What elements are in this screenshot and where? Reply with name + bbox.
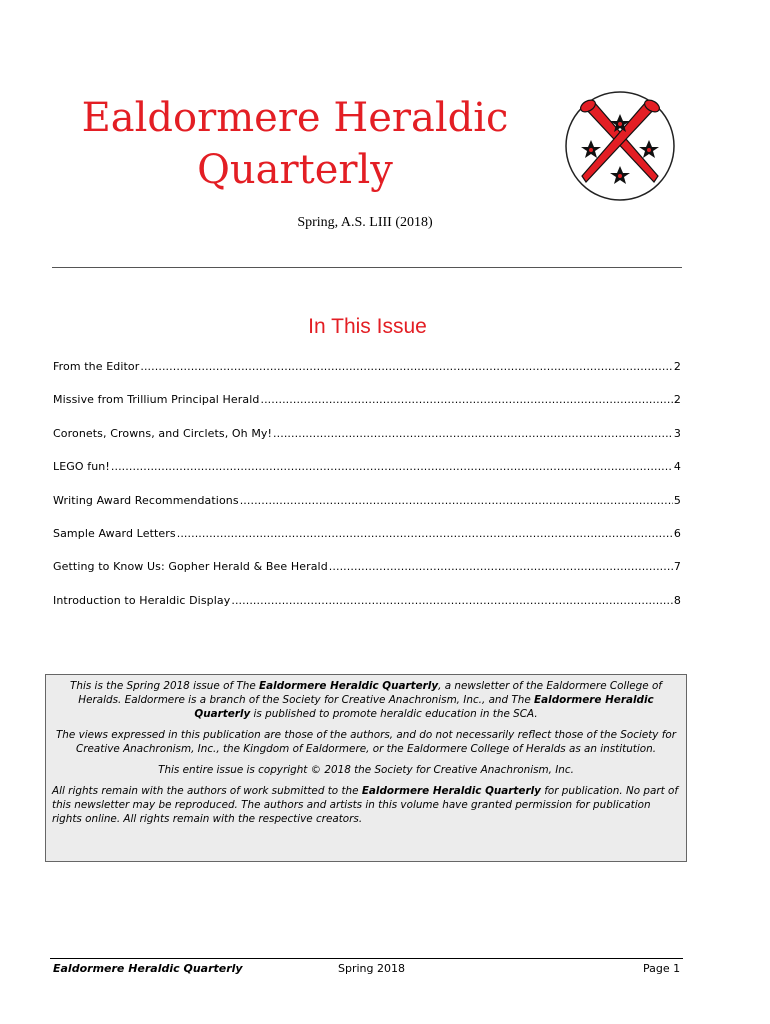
notice-rights (52, 784, 680, 826)
header-divider (52, 267, 682, 268)
notice-publication-name: Ealdormere Heraldic Quarterly (259, 680, 439, 692)
toc-entry-title: Writing Award Recommendations (53, 493, 239, 507)
notice-text: All rights remain with the authors of work submitted to the (52, 785, 362, 797)
toc-entry-title: Coronets, Crowns, and Circlets, Oh My! (53, 426, 273, 440)
publication-notice-box (45, 674, 687, 862)
toc-entry[interactable] (53, 594, 681, 627)
notice-publication-name: Ealdormere Heraldic Quarterly (194, 694, 654, 720)
notice-text: This is the Spring 2018 issue of The (70, 680, 260, 692)
toc-entry-page: 3 (673, 426, 681, 440)
footer-issue: Spring 2018 (338, 962, 405, 975)
toc-leader-dots (329, 560, 673, 573)
notice-text: for publication. No part of this newsletter may be reproduced. The authors and artists in this volume have granted permission for publication rights online. All rights remain with the respective creators. (52, 785, 678, 825)
toc-entry[interactable] (53, 360, 681, 393)
toc-entry-title: LEGO fun! (53, 460, 110, 474)
toc-leader-dots (140, 360, 673, 373)
toc-entry[interactable] (53, 393, 681, 426)
toc-entry-page: 7 (673, 560, 681, 574)
toc-entry-page: 2 (673, 393, 681, 407)
toc-entry-page: 8 (673, 593, 681, 607)
toc-entry-title: Getting to Know Us: Gopher Herald & Bee Herald (53, 560, 328, 574)
title-line-1: Ealdormere Heraldic (81, 95, 509, 141)
toc-leader-dots (111, 460, 673, 473)
toc-entry[interactable] (53, 427, 681, 460)
toc-entry[interactable] (53, 460, 681, 493)
footer-publication-name: Ealdormere Heraldic Quarterly (53, 962, 243, 975)
toc-leader-dots (177, 527, 673, 540)
notice-disclaimer: The views expressed in this publication are those of the authors, and do not necessarily reflect those of the Society for Creative Anachronism, Inc., the Kingdom of Ealdormere, or the Ealdormere College of Heralds as an institution. (55, 729, 677, 755)
publication-title (60, 92, 530, 196)
toc-leader-dots (240, 494, 673, 507)
title-line-2: Quarterly (197, 147, 393, 193)
toc-entry[interactable] (53, 560, 681, 593)
footer-page-number: Page 1 (643, 962, 681, 975)
notice-text: is published to promote heraldic education in the SCA. (250, 708, 538, 720)
toc-entry-page: 4 (673, 460, 681, 474)
toc-entry-page: 5 (673, 493, 681, 507)
issue-date: Spring, A.S. LIII (2018) (297, 215, 433, 230)
toc-leader-dots (273, 427, 673, 440)
toc-leader-dots (231, 594, 673, 607)
toc-heading: In This Issue (308, 315, 427, 338)
toc-entry-page: 2 (673, 360, 681, 373)
toc-leader-dots (260, 393, 672, 406)
toc-entry[interactable] (53, 494, 681, 527)
notice-copyright: This entire issue is copyright © 2018 the Society for Creative Anachronism, Inc. (158, 764, 574, 776)
toc-entry-page: 6 (673, 526, 681, 540)
toc-entry-title: Missive from Trillium Principal Herald (53, 393, 260, 407)
notice-publication-name: Ealdormere Heraldic Quarterly (361, 785, 541, 797)
toc-entry-title: From the Editor (53, 360, 140, 373)
notice-intro (52, 679, 680, 721)
toc-entry[interactable] (53, 527, 681, 560)
heraldic-badge-crossed-trumpets-icon (564, 90, 676, 202)
footer-divider (50, 958, 683, 959)
toc-entry-title: Introduction to Heraldic Display (53, 593, 231, 607)
toc-entry-title: Sample Award Letters (53, 526, 176, 540)
notice-text: , a newsletter of the Ealdormere College of Heralds. Ealdormere is a branch of the Society for Creative Anachronism, Inc., and The (78, 680, 662, 706)
table-of-contents (53, 360, 681, 627)
